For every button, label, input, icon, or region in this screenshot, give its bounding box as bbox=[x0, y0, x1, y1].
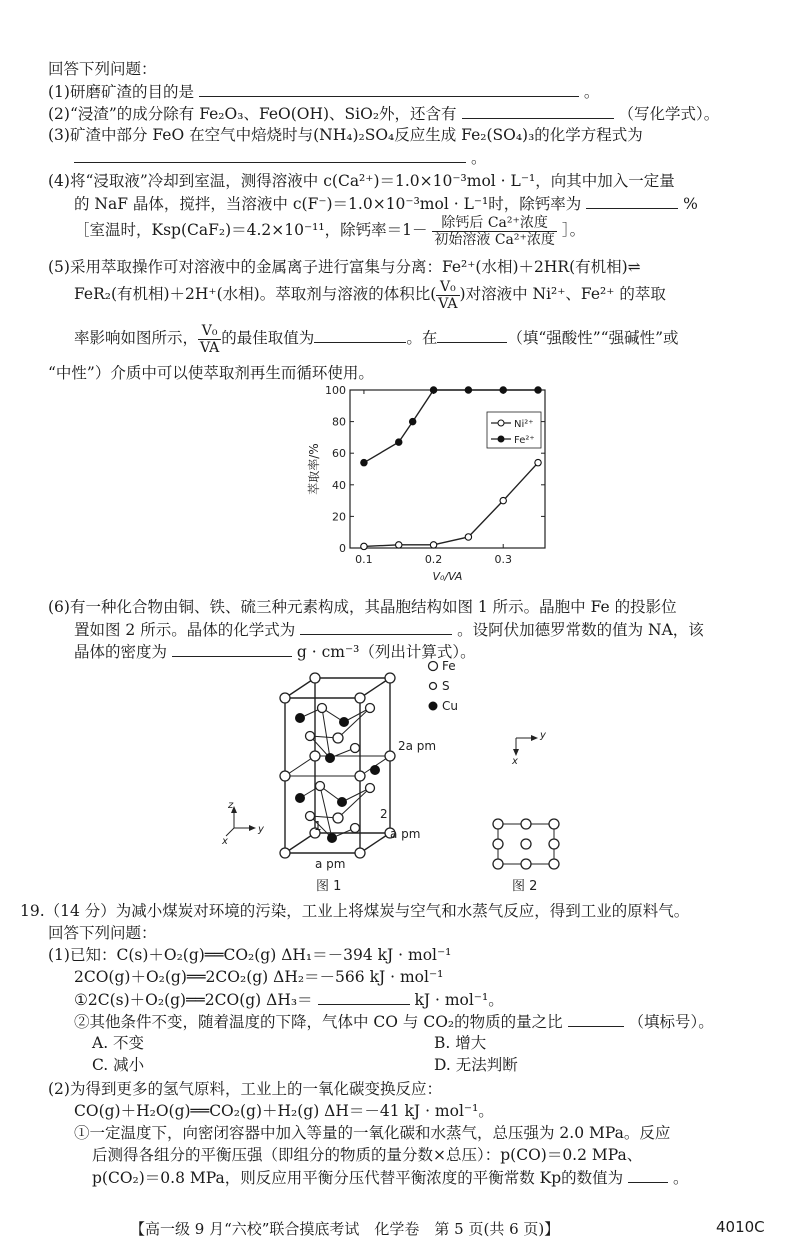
data-point-0 bbox=[465, 534, 471, 540]
fraction-numerator: 除钙后 Ca²⁺浓度 bbox=[432, 215, 557, 232]
axis-x-label: x bbox=[222, 836, 228, 847]
question-19-2e bbox=[92, 1166, 689, 1189]
question-1-end: 。 bbox=[583, 83, 600, 101]
fe-atom bbox=[355, 693, 365, 703]
fe-atom bbox=[355, 771, 365, 781]
legend-s-label: S bbox=[442, 679, 450, 693]
y-tick-label: 40 bbox=[332, 478, 346, 492]
question-6b-text: 置如图 2 所示。晶体的化学式为 bbox=[74, 621, 296, 639]
question-5c-mid: 的最佳取值为 bbox=[221, 329, 315, 347]
fe-atom bbox=[355, 848, 365, 858]
fig2-axis-y-label: y bbox=[540, 730, 546, 741]
legend-marker-0 bbox=[498, 420, 504, 426]
cu-atom bbox=[340, 718, 349, 727]
data-point-0 bbox=[361, 543, 367, 549]
axes-fig2 bbox=[511, 730, 547, 767]
question-5b-text: FeR₂(有机相)＋2H⁺(水相)。萃取剂与溶液的体积比( bbox=[74, 285, 437, 303]
volume-ratio-fraction-2 bbox=[198, 323, 221, 356]
extraction-rate-chart bbox=[290, 380, 565, 590]
answer-blank-19-2[interactable] bbox=[568, 1010, 624, 1027]
fe-atom bbox=[310, 751, 320, 761]
legend-label-0: Ni²⁺ bbox=[514, 419, 534, 430]
question-5c-mid2: 。在 bbox=[406, 329, 438, 347]
question-19-2a: (2)为得到更多的氢气原料，工业上的一氧化碳变换反应： bbox=[48, 1080, 442, 1098]
cu-atom bbox=[328, 834, 337, 843]
option-a[interactable]: A. 不变 bbox=[92, 1034, 145, 1052]
fig2-axis-y-arrow bbox=[531, 735, 538, 741]
cu-atom bbox=[371, 766, 380, 775]
legend-s-marker bbox=[430, 683, 437, 690]
s-atom bbox=[316, 782, 325, 791]
question-5d: “中性”）介质中可以使萃取剂再生而循环使用。 bbox=[48, 364, 374, 382]
question-19-1c bbox=[74, 988, 504, 1011]
axis-x-line bbox=[226, 828, 234, 836]
dimension-a-bottom: a pm bbox=[315, 857, 346, 871]
y-tick-label: 60 bbox=[332, 447, 346, 461]
projection-fe bbox=[521, 839, 531, 849]
cu-atom bbox=[296, 794, 305, 803]
question-4a: (4)将“浸取液”冷却到室温，测得溶液中 c(Ca²⁺)＝1.0×10⁻³mol · L⁻¹，向其中加入一定量 bbox=[48, 172, 675, 190]
legend-label-1: Fe²⁺ bbox=[514, 435, 535, 446]
answer-blank-19-1[interactable] bbox=[318, 988, 410, 1005]
question-19-1b: 2CO(g)＋O₂(g)══2CO₂(g) ΔH₂＝－566 kJ · mol⁻¹ bbox=[74, 968, 444, 986]
fe-projection-figure bbox=[493, 819, 559, 869]
question-1-text: (1)研磨矿渣的目的是 bbox=[48, 83, 194, 101]
answer-blank-19-3[interactable] bbox=[628, 1166, 668, 1183]
option-d[interactable]: D. 无法判断 bbox=[434, 1056, 518, 1074]
answer-blank-1[interactable] bbox=[199, 80, 579, 97]
data-point-1 bbox=[500, 387, 506, 393]
question-5c-end: （填“强酸性”“强碱性”或 bbox=[507, 329, 679, 347]
volume-ratio-den-2: VA bbox=[200, 339, 220, 356]
figure-1-caption: 图 1 bbox=[316, 879, 342, 894]
answer-blank-3[interactable] bbox=[74, 146, 466, 163]
footer-title: 【高一级 9 月“六校”联合摸底考试 化学卷 第 5 页(共 6 页)】 bbox=[130, 1220, 560, 1238]
series-line-0 bbox=[364, 463, 538, 547]
data-point-1 bbox=[361, 459, 367, 465]
y-axis-label: 萃取率/% bbox=[307, 443, 321, 495]
question-3-answer bbox=[74, 146, 486, 169]
question-5c-text: 率影响如图所示， bbox=[74, 329, 199, 347]
projection-fe bbox=[549, 859, 559, 869]
question-5c bbox=[74, 320, 679, 356]
projection-fe bbox=[521, 859, 531, 869]
removal-rate-fraction bbox=[432, 215, 557, 248]
answer-blank-4[interactable] bbox=[586, 192, 678, 209]
question-19-1d-text: ②其他条件不变，随着温度的下降，气体中 CO 与 CO₂的物质的量之比 bbox=[74, 1013, 563, 1031]
question-2-text: (2)“浸渣”的成分除有 Fe₂O₃、FeO(OH)、SiO₂外，还含有 bbox=[48, 105, 457, 123]
figure-2-caption: 图 2 bbox=[512, 879, 538, 894]
question-19-intro: 回答下列问题： bbox=[48, 924, 157, 942]
question-19-1a: (1)已知：C(s)＋O₂(g)══CO₂(g) ΔH₁＝－394 kJ · mol⁻¹ bbox=[48, 946, 452, 964]
fe-atom bbox=[280, 848, 290, 858]
answer-blank-5b[interactable] bbox=[437, 326, 507, 343]
y-tick-label: 20 bbox=[332, 510, 346, 524]
question-19: 19.（14 分）为减小煤炭对环境的污染，工业上将煤炭与空气和水蒸气反应，得到工业的原料气。 bbox=[20, 902, 690, 920]
question-19-2c: ①一定温度下，向密闭容器中加入等量的一氧化碳和水蒸气，总压强为 2.0 MPa。反应 bbox=[74, 1124, 671, 1142]
question-19-2b: CO(g)＋H₂O(g)══CO₂(g)＋H₂(g) ΔH＝－41 kJ · mol⁻¹。 bbox=[74, 1102, 494, 1120]
y-tick-label: 100 bbox=[325, 384, 346, 397]
question-6c-text: 晶体的密度为 bbox=[74, 643, 168, 661]
data-point-1 bbox=[430, 387, 436, 393]
projection-fe bbox=[549, 819, 559, 829]
fe-atom bbox=[385, 751, 395, 761]
volume-ratio-num-2: V₀ bbox=[198, 323, 221, 340]
question-3: (3)矿渣中部分 FeO 在空气中焙烧时与(NH₄)₂SO₄反应生成 Fe₂(SO₄)₃的化学方程式为 bbox=[48, 126, 643, 144]
axes-fig1 bbox=[221, 800, 265, 847]
legend-marker-1 bbox=[498, 436, 504, 442]
fraction-denominator: 初始溶液 Ca²⁺浓度 bbox=[434, 231, 555, 248]
axis-y-arrow bbox=[249, 825, 256, 831]
percent-sign: % bbox=[683, 195, 698, 213]
projection-fe bbox=[493, 819, 503, 829]
option-b[interactable]: B. 增大 bbox=[434, 1034, 487, 1052]
axis-z-label: z bbox=[228, 800, 234, 811]
projection-fe bbox=[493, 839, 503, 849]
question-5b bbox=[74, 276, 666, 312]
cu-atom bbox=[326, 754, 335, 763]
fe-atom bbox=[333, 813, 343, 823]
projection-fe bbox=[493, 859, 503, 869]
intro-text: 回答下列问题： bbox=[48, 60, 157, 78]
question-6b-end: 。设阿伏加德罗常数的值为 NA，该 bbox=[457, 621, 704, 639]
question-3-end: 。 bbox=[470, 149, 487, 167]
question-6a: (6)有一种化合物由铜、铁、硫三种元素构成，其晶胞结构如图 1 所示。晶胞中 Fe 的投影位 bbox=[48, 598, 677, 616]
question-4c-end: ］。 bbox=[561, 221, 586, 239]
s-atom bbox=[306, 732, 315, 741]
data-point-0 bbox=[430, 542, 436, 548]
question-6c-end: g · cm⁻³（列出计算式）。 bbox=[296, 643, 476, 661]
s-atom bbox=[366, 704, 375, 713]
answer-blank-2[interactable] bbox=[462, 102, 614, 119]
question-19-1d bbox=[74, 1010, 714, 1033]
data-point-1 bbox=[396, 439, 402, 445]
option-c[interactable]: C. 减小 bbox=[92, 1056, 145, 1074]
answer-blank-6a[interactable] bbox=[300, 618, 452, 635]
data-point-1 bbox=[535, 387, 541, 393]
x-axis-label: V₀/VA bbox=[432, 570, 463, 583]
data-point-0 bbox=[535, 459, 541, 465]
cu-atom bbox=[338, 798, 347, 807]
legend-fe-label: Fe bbox=[442, 659, 456, 673]
s-atom bbox=[318, 704, 327, 713]
question-6b bbox=[74, 618, 704, 641]
question-4c bbox=[74, 212, 585, 248]
s-atom bbox=[366, 784, 375, 793]
x-tick-label: 0.2 bbox=[424, 553, 443, 566]
answer-blank-5a[interactable] bbox=[314, 326, 406, 343]
s-atom bbox=[351, 824, 360, 833]
cu-atom bbox=[296, 714, 305, 723]
question-19-2d: 后测得各组分的平衡压强（即组分的物质的量分数×总压）：p(CO)＝0.2 MPa、 bbox=[92, 1146, 643, 1164]
footer-code: 4010C bbox=[716, 1218, 765, 1236]
question-1 bbox=[48, 80, 599, 103]
answer-blank-6b[interactable] bbox=[172, 640, 292, 657]
question-19-1c-text: ①2C(s)＋O₂(g)══2CO(g) ΔH₃＝ bbox=[74, 991, 313, 1009]
legend-fe-marker bbox=[429, 662, 438, 671]
fig2-axis-x-arrow bbox=[513, 749, 519, 756]
legend-cu-label: Cu bbox=[442, 699, 458, 713]
x-tick-label: 0.3 bbox=[494, 553, 512, 566]
question-5a: (5)采用萃取操作可对溶液中的金属离子进行富集与分离：Fe²⁺(水相)＋2HR(有机相)⇌ bbox=[48, 258, 641, 276]
fe-atoms bbox=[280, 673, 395, 858]
x-tick-label: 0.1 bbox=[355, 553, 373, 566]
question-19-2e-end: 。 bbox=[673, 1169, 689, 1187]
question-5b-end: )对溶液中 Ni²⁺、Fe²⁺ 的萃取 bbox=[459, 285, 666, 303]
position-label-2: 2 bbox=[380, 807, 388, 821]
data-point-0 bbox=[500, 497, 506, 503]
projection-fe bbox=[521, 819, 531, 829]
y-tick-label: 0 bbox=[339, 542, 346, 555]
dimension-a-right: a pm bbox=[390, 827, 421, 841]
question-19-1c-end: kJ · mol⁻¹。 bbox=[414, 991, 504, 1009]
crystal-cell-figure bbox=[220, 658, 600, 898]
dimension-2a: 2a pm bbox=[398, 739, 437, 753]
data-point-1 bbox=[409, 418, 415, 424]
fe-atom bbox=[385, 673, 395, 683]
fe-atom bbox=[280, 693, 290, 703]
question-2 bbox=[48, 102, 719, 125]
question-4b-text: 的 NaF 晶体，搅拌，当溶液中 c(F⁻)＝1.0×10⁻³mol · L⁻¹时，除钙率为 bbox=[74, 195, 582, 213]
volume-ratio-fraction bbox=[436, 279, 459, 312]
question-19-1d-end: （填标号）。 bbox=[628, 1013, 714, 1031]
y-tick-label: 80 bbox=[332, 415, 346, 429]
fe-atom bbox=[310, 673, 320, 683]
s-atom bbox=[351, 744, 360, 753]
data-point-0 bbox=[396, 542, 402, 548]
fe-atom bbox=[280, 771, 290, 781]
projection-fe bbox=[549, 839, 559, 849]
axis-y-label: y bbox=[258, 824, 264, 835]
volume-ratio-num: V₀ bbox=[436, 279, 459, 296]
volume-ratio-den: VA bbox=[438, 295, 458, 312]
fig2-axis-x-label: x bbox=[512, 756, 518, 767]
question-4c-text: ［室温时，Ksp(CaF₂)＝4.2×10⁻¹¹，除钙率＝1－ bbox=[74, 221, 428, 239]
question-2-end: （写化学式）。 bbox=[618, 105, 720, 123]
legend-cu-marker bbox=[429, 702, 437, 710]
data-point-1 bbox=[465, 387, 471, 393]
question-19-2e-text: p(CO₂)＝0.8 MPa，则反应用平衡分压代替平衡浓度的平衡常数 Kp的数值为 bbox=[92, 1169, 624, 1187]
position-label-1: 1 bbox=[314, 819, 322, 833]
fe-atom bbox=[333, 733, 343, 743]
